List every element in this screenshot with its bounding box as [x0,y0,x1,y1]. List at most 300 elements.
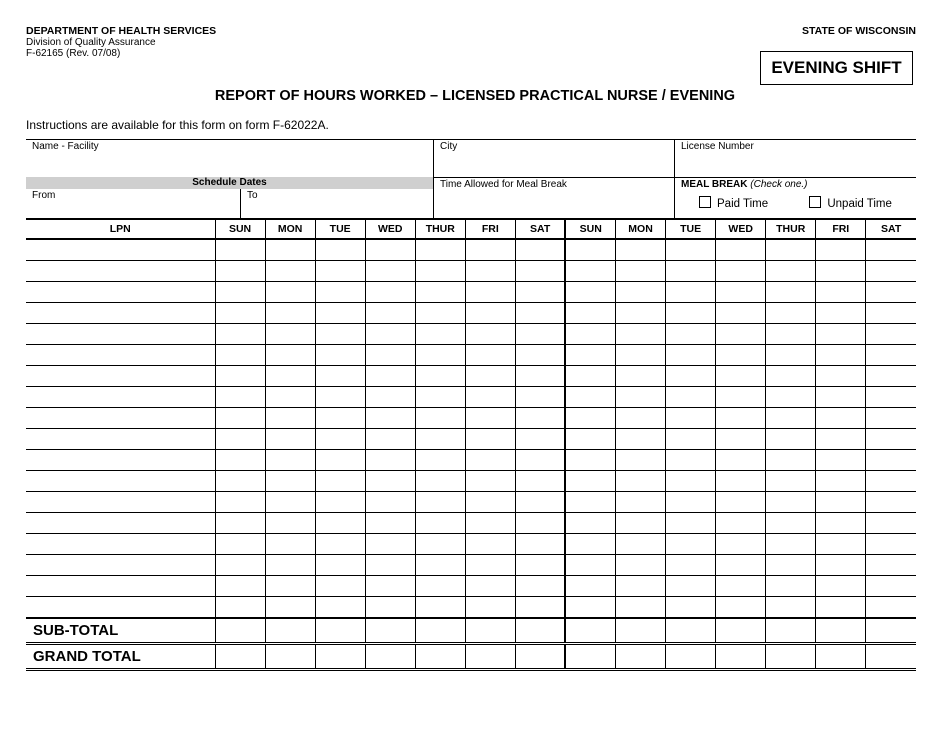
paid-time-option[interactable] [699,198,771,210]
hours-cell[interactable] [265,408,315,429]
hours-cell[interactable] [215,324,265,345]
hours-cell[interactable] [465,303,515,324]
hours-cell[interactable] [365,450,415,471]
hours-cell[interactable] [816,471,866,492]
subtotal-cell[interactable] [215,618,265,644]
hours-cell[interactable] [415,387,465,408]
hours-cell[interactable] [515,576,565,597]
hours-cell[interactable] [766,450,816,471]
lpn-name-cell[interactable] [26,303,215,324]
from-date-field[interactable] [26,189,240,219]
hours-cell[interactable] [766,408,816,429]
hours-cell[interactable] [666,513,716,534]
hours-cell[interactable] [766,261,816,282]
hours-cell[interactable] [315,408,365,429]
hours-cell[interactable] [415,555,465,576]
license-number-field[interactable] [675,140,916,177]
hours-cell[interactable] [465,345,515,366]
hours-cell[interactable] [565,492,615,513]
hours-cell[interactable] [565,471,615,492]
subtotal-cell[interactable] [716,618,766,644]
subtotal-cell[interactable] [365,618,415,644]
subtotal-cell[interactable] [766,618,816,644]
unpaid-time-checkbox[interactable] [809,196,821,208]
hours-cell[interactable] [816,345,866,366]
hours-cell[interactable] [465,366,515,387]
hours-cell[interactable] [365,555,415,576]
lpn-name-cell[interactable] [26,597,215,619]
grand-total-cell[interactable] [215,644,265,670]
hours-cell[interactable] [415,534,465,555]
hours-cell[interactable] [666,366,716,387]
hours-cell[interactable] [365,471,415,492]
hours-cell[interactable] [365,366,415,387]
hours-cell[interactable] [415,429,465,450]
hours-cell[interactable] [866,282,916,303]
hours-cell[interactable] [866,366,916,387]
hours-cell[interactable] [465,408,515,429]
hours-cell[interactable] [565,303,615,324]
hours-cell[interactable] [265,303,315,324]
hours-cell[interactable] [265,471,315,492]
grand-total-cell[interactable] [766,644,816,670]
hours-cell[interactable] [766,282,816,303]
hours-cell[interactable] [716,366,766,387]
grand-total-cell[interactable] [315,644,365,670]
hours-cell[interactable] [415,513,465,534]
hours-cell[interactable] [265,429,315,450]
hours-cell[interactable] [666,429,716,450]
hours-cell[interactable] [365,239,415,261]
hours-cell[interactable] [666,408,716,429]
hours-cell[interactable] [565,261,615,282]
hours-cell[interactable] [365,324,415,345]
lpn-name-cell[interactable] [26,282,215,303]
hours-cell[interactable] [666,576,716,597]
hours-cell[interactable] [465,492,515,513]
grand-total-cell[interactable] [616,644,666,670]
hours-cell[interactable] [866,324,916,345]
hours-cell[interactable] [666,450,716,471]
lpn-name-cell[interactable] [26,429,215,450]
hours-cell[interactable] [415,345,465,366]
hours-cell[interactable] [565,429,615,450]
hours-cell[interactable] [515,597,565,619]
hours-cell[interactable] [666,345,716,366]
hours-cell[interactable] [866,471,916,492]
hours-cell[interactable] [465,261,515,282]
lpn-name-cell[interactable] [26,239,215,261]
hours-cell[interactable] [816,303,866,324]
hours-cell[interactable] [365,303,415,324]
hours-cell[interactable] [365,261,415,282]
hours-cell[interactable] [666,597,716,619]
hours-cell[interactable] [465,429,515,450]
hours-cell[interactable] [215,303,265,324]
city-field[interactable] [434,140,674,177]
hours-cell[interactable] [215,282,265,303]
hours-cell[interactable] [816,597,866,619]
hours-cell[interactable] [265,387,315,408]
hours-cell[interactable] [415,450,465,471]
hours-cell[interactable] [315,324,365,345]
hours-cell[interactable] [315,450,365,471]
hours-cell[interactable] [716,324,766,345]
hours-cell[interactable] [215,534,265,555]
hours-cell[interactable] [265,450,315,471]
subtotal-cell[interactable] [666,618,716,644]
hours-cell[interactable] [565,513,615,534]
hours-cell[interactable] [265,324,315,345]
hours-cell[interactable] [616,239,666,261]
hours-cell[interactable] [415,576,465,597]
hours-cell[interactable] [616,576,666,597]
hours-cell[interactable] [816,324,866,345]
hours-cell[interactable] [365,492,415,513]
grand-total-cell[interactable] [666,644,716,670]
hours-cell[interactable] [666,387,716,408]
hours-cell[interactable] [365,576,415,597]
hours-cell[interactable] [766,555,816,576]
subtotal-cell[interactable] [816,618,866,644]
hours-cell[interactable] [766,492,816,513]
hours-cell[interactable] [866,492,916,513]
hours-cell[interactable] [515,366,565,387]
hours-cell[interactable] [666,555,716,576]
lpn-name-cell[interactable] [26,576,215,597]
hours-cell[interactable] [465,239,515,261]
hours-cell[interactable] [565,450,615,471]
hours-cell[interactable] [415,366,465,387]
hours-cell[interactable] [465,534,515,555]
hours-cell[interactable] [215,597,265,619]
hours-cell[interactable] [616,387,666,408]
hours-cell[interactable] [415,303,465,324]
lpn-name-cell[interactable] [26,450,215,471]
hours-cell[interactable] [616,450,666,471]
hours-cell[interactable] [666,261,716,282]
hours-cell[interactable] [716,282,766,303]
hours-cell[interactable] [716,408,766,429]
hours-cell[interactable] [315,387,365,408]
hours-cell[interactable] [365,408,415,429]
hours-cell[interactable] [265,576,315,597]
hours-cell[interactable] [816,555,866,576]
hours-cell[interactable] [365,387,415,408]
lpn-name-cell[interactable] [26,324,215,345]
hours-cell[interactable] [866,261,916,282]
hours-cell[interactable] [415,408,465,429]
hours-cell[interactable] [766,534,816,555]
hours-cell[interactable] [816,534,866,555]
hours-cell[interactable] [365,345,415,366]
hours-cell[interactable] [616,282,666,303]
hours-cell[interactable] [465,555,515,576]
subtotal-cell[interactable] [415,618,465,644]
subtotal-cell[interactable] [265,618,315,644]
hours-cell[interactable] [716,576,766,597]
hours-cell[interactable] [415,282,465,303]
hours-cell[interactable] [315,429,365,450]
hours-cell[interactable] [866,450,916,471]
hours-cell[interactable] [816,576,866,597]
hours-cell[interactable] [515,282,565,303]
hours-cell[interactable] [365,429,415,450]
hours-cell[interactable] [465,471,515,492]
hours-cell[interactable] [515,324,565,345]
hours-cell[interactable] [365,513,415,534]
hours-cell[interactable] [666,239,716,261]
hours-cell[interactable] [616,492,666,513]
hours-cell[interactable] [315,471,365,492]
hours-cell[interactable] [565,239,615,261]
lpn-name-cell[interactable] [26,345,215,366]
hours-cell[interactable] [716,429,766,450]
hours-cell[interactable] [866,429,916,450]
hours-cell[interactable] [415,597,465,619]
hours-cell[interactable] [866,345,916,366]
subtotal-cell[interactable] [515,618,565,644]
hours-cell[interactable] [515,534,565,555]
hours-cell[interactable] [265,239,315,261]
hours-cell[interactable] [215,387,265,408]
hours-cell[interactable] [515,513,565,534]
hours-cell[interactable] [315,282,365,303]
hours-cell[interactable] [816,282,866,303]
hours-cell[interactable] [666,471,716,492]
hours-cell[interactable] [616,303,666,324]
hours-cell[interactable] [315,492,365,513]
hours-cell[interactable] [515,345,565,366]
hours-cell[interactable] [866,303,916,324]
subtotal-cell[interactable] [465,618,515,644]
hours-cell[interactable] [565,345,615,366]
hours-cell[interactable] [465,282,515,303]
hours-cell[interactable] [315,345,365,366]
hours-cell[interactable] [465,324,515,345]
hours-cell[interactable] [616,471,666,492]
lpn-name-cell[interactable] [26,387,215,408]
hours-cell[interactable] [716,303,766,324]
hours-cell[interactable] [265,492,315,513]
lpn-name-cell[interactable] [26,408,215,429]
hours-cell[interactable] [766,366,816,387]
name-facility-field[interactable] [26,140,433,177]
hours-cell[interactable] [716,555,766,576]
hours-cell[interactable] [616,597,666,619]
hours-cell[interactable] [666,492,716,513]
hours-cell[interactable] [515,261,565,282]
paid-time-checkbox[interactable] [699,196,711,208]
lpn-name-cell[interactable] [26,366,215,387]
hours-cell[interactable] [515,492,565,513]
hours-cell[interactable] [816,429,866,450]
hours-cell[interactable] [265,534,315,555]
hours-cell[interactable] [866,555,916,576]
hours-cell[interactable] [215,261,265,282]
hours-cell[interactable] [465,597,515,619]
hours-cell[interactable] [515,450,565,471]
hours-cell[interactable] [565,387,615,408]
hours-cell[interactable] [716,387,766,408]
meal-break-time-field[interactable] [434,178,674,219]
hours-cell[interactable] [215,239,265,261]
hours-cell[interactable] [565,576,615,597]
hours-cell[interactable] [666,534,716,555]
hours-cell[interactable] [315,534,365,555]
hours-cell[interactable] [716,513,766,534]
lpn-name-cell[interactable] [26,513,215,534]
hours-cell[interactable] [816,450,866,471]
hours-cell[interactable] [315,261,365,282]
hours-cell[interactable] [766,429,816,450]
hours-cell[interactable] [565,555,615,576]
hours-cell[interactable] [766,576,816,597]
hours-cell[interactable] [766,513,816,534]
hours-cell[interactable] [866,408,916,429]
hours-cell[interactable] [215,492,265,513]
hours-cell[interactable] [465,387,515,408]
hours-cell[interactable] [515,555,565,576]
hours-cell[interactable] [616,429,666,450]
hours-cell[interactable] [616,408,666,429]
hours-cell[interactable] [515,303,565,324]
hours-cell[interactable] [415,471,465,492]
hours-cell[interactable] [315,303,365,324]
hours-cell[interactable] [816,261,866,282]
grand-total-cell[interactable] [866,644,916,670]
hours-cell[interactable] [515,408,565,429]
hours-cell[interactable] [215,471,265,492]
hours-cell[interactable] [666,303,716,324]
subtotal-cell[interactable] [315,618,365,644]
hours-cell[interactable] [365,534,415,555]
grand-total-cell[interactable] [515,644,565,670]
hours-cell[interactable] [866,597,916,619]
hours-cell[interactable] [415,324,465,345]
hours-cell[interactable] [465,576,515,597]
hours-cell[interactable] [616,324,666,345]
hours-cell[interactable] [766,324,816,345]
to-date-field[interactable] [241,189,433,219]
lpn-name-cell[interactable] [26,471,215,492]
hours-cell[interactable] [215,513,265,534]
hours-cell[interactable] [515,387,565,408]
grand-total-cell[interactable] [465,644,515,670]
hours-cell[interactable] [415,492,465,513]
hours-cell[interactable] [515,239,565,261]
hours-cell[interactable] [716,345,766,366]
hours-cell[interactable] [565,366,615,387]
hours-cell[interactable] [565,282,615,303]
hours-cell[interactable] [215,429,265,450]
hours-cell[interactable] [565,324,615,345]
hours-cell[interactable] [716,534,766,555]
hours-cell[interactable] [866,513,916,534]
hours-cell[interactable] [766,303,816,324]
hours-cell[interactable] [866,239,916,261]
hours-cell[interactable] [315,555,365,576]
hours-cell[interactable] [666,282,716,303]
lpn-name-cell[interactable] [26,492,215,513]
hours-cell[interactable] [616,366,666,387]
grand-total-cell[interactable] [565,644,615,670]
hours-cell[interactable] [616,555,666,576]
hours-cell[interactable] [766,471,816,492]
hours-cell[interactable] [515,429,565,450]
hours-cell[interactable] [415,261,465,282]
hours-cell[interactable] [265,345,315,366]
hours-cell[interactable] [766,239,816,261]
grand-total-cell[interactable] [816,644,866,670]
unpaid-time-option[interactable] [809,198,892,210]
hours-cell[interactable] [816,408,866,429]
hours-cell[interactable] [365,282,415,303]
lpn-name-cell[interactable] [26,534,215,555]
hours-cell[interactable] [766,387,816,408]
hours-cell[interactable] [265,261,315,282]
hours-cell[interactable] [716,261,766,282]
hours-cell[interactable] [716,492,766,513]
hours-cell[interactable] [265,282,315,303]
hours-cell[interactable] [365,597,415,619]
hours-cell[interactable] [716,239,766,261]
hours-cell[interactable] [816,513,866,534]
hours-cell[interactable] [515,471,565,492]
hours-cell[interactable] [816,387,866,408]
subtotal-cell[interactable] [866,618,916,644]
grand-total-cell[interactable] [415,644,465,670]
hours-cell[interactable] [465,450,515,471]
hours-cell[interactable] [616,513,666,534]
hours-cell[interactable] [465,513,515,534]
grand-total-cell[interactable] [716,644,766,670]
hours-cell[interactable] [565,597,615,619]
hours-cell[interactable] [716,597,766,619]
hours-cell[interactable] [716,471,766,492]
lpn-name-cell[interactable] [26,261,215,282]
hours-cell[interactable] [816,366,866,387]
hours-cell[interactable] [265,513,315,534]
hours-cell[interactable] [565,408,615,429]
hours-cell[interactable] [816,239,866,261]
hours-cell[interactable] [215,408,265,429]
hours-cell[interactable] [215,345,265,366]
subtotal-cell[interactable] [616,618,666,644]
hours-cell[interactable] [616,261,666,282]
grand-total-cell[interactable] [365,644,415,670]
hours-cell[interactable] [315,239,365,261]
hours-cell[interactable] [666,324,716,345]
hours-cell[interactable] [315,597,365,619]
subtotal-cell[interactable] [565,618,615,644]
hours-cell[interactable] [716,450,766,471]
hours-cell[interactable] [315,513,365,534]
hours-cell[interactable] [415,239,465,261]
lpn-name-cell[interactable] [26,555,215,576]
hours-cell[interactable] [265,366,315,387]
hours-cell[interactable] [616,345,666,366]
hours-cell[interactable] [766,345,816,366]
hours-cell[interactable] [215,576,265,597]
hours-cell[interactable] [215,366,265,387]
hours-cell[interactable] [816,492,866,513]
hours-cell[interactable] [215,555,265,576]
hours-cell[interactable] [315,576,365,597]
hours-cell[interactable] [616,534,666,555]
hours-cell[interactable] [215,450,265,471]
hours-cell[interactable] [866,534,916,555]
